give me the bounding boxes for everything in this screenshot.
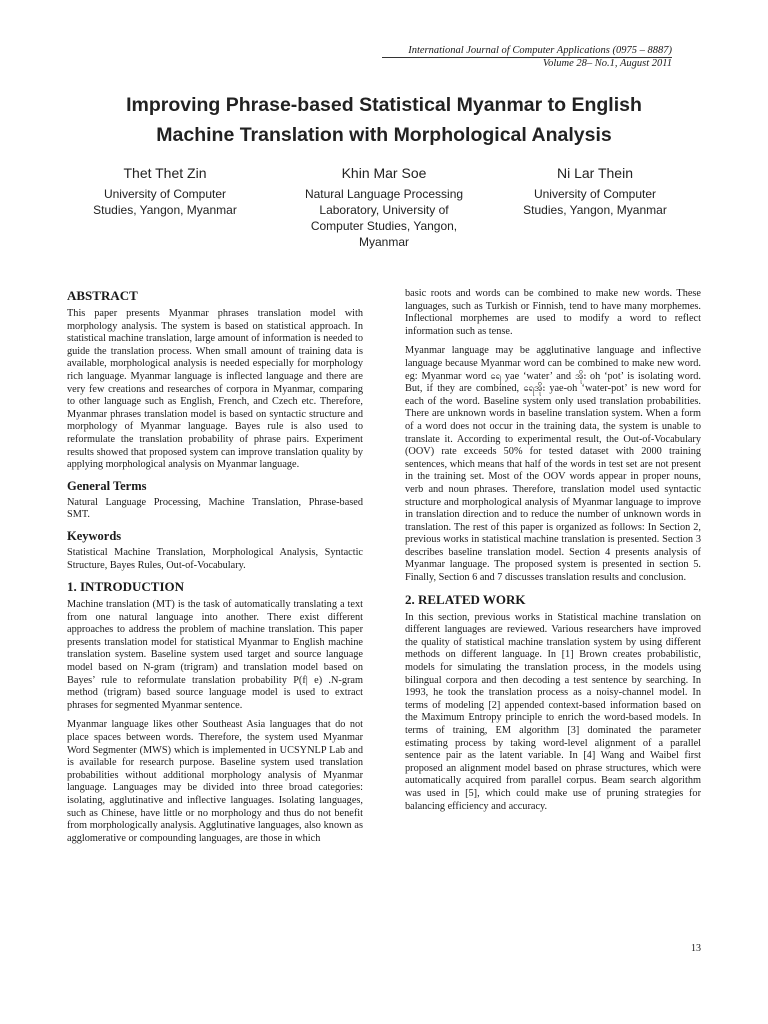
paragraph-text: yae ‘water’ and (500, 370, 575, 382)
myanmar-word-oh: အိုး (574, 370, 587, 382)
myanmar-word-yae: ရေ (490, 370, 501, 382)
related-work-heading: 2. RELATED WORK (405, 591, 526, 607)
author-name: Ni Lar Thein (556, 165, 633, 181)
introduction-paragraph-1: Machine translation (MT) is the task of automatically translating a text from one natural language into another. There exist different approaches to address the problem of machine translation. This paper presents translation model for statistical Myanmar to English machine translation system. Baseline system used target and source language model based on N-gram (trigram) and translation model based on Bayes’ rule to reformulate translation probability P(f| e) .N-gram method (trigram) based source language model is used to extract phrases for segmented Myanmar sentence. (67, 599, 363, 711)
paragraph-text: oh ‘pot’ is isolating word. But, if they are combined, (405, 370, 701, 395)
page-number: 13 (691, 943, 701, 954)
related-work-text: In this section, previous works in Statistical machine translation on different languages are reviewed. Various researchers have improved the quality of statistical machine translation system by using different methods on different language. In [1] Brown creates probabilistic, models for simulating the translation process, in the models using bilingual corpora and then decoding a test sentence by searching. In 1993, he took the translation process as a noisy-channel model. In terms of modeling [2] appended context-based information based on the Maximum Entropy principle to enrich the word-based models. In terms of training, EM algorithm [3] dominated the parameter estimating process by taking word-level alignment of a parallel sentence pair as the latent variable. In [4] Wang and Waibel first proposed an alignment model based on phrase structures, which were automatically acquired from parallel corpus. Beam search algorithm was used in [5], which could make use of pruning strategies for balancing efficiency and accuracy. (405, 611, 701, 812)
keywords-text: Statistical Machine Translation, Morphological Analysis, Syntactic Structure, Bayes Rules, Out-of-Vocabulary. (67, 546, 363, 571)
abstract-text: This paper presents Myanmar phrases translation model with morphology analysis. The system is based on statistical approach. In statistical machine translation, large amount of information is needed to guide the translation process. When small amount of training data is available, morphological analysis is needed especially for morphology rich language. Myanmar language is inflected language and there are very few creations and researches of corpora in Myanmar, comparing to other language such as English, French, and Czech etc. Therefore, Myanmar phrases translation model is based on syntactic structure and morphology of Myanmar language. Bayes rule is also used to reformulate the translation probability of phrase pairs. Experiment results showed that proposed system can improve translation quality by applying morphological analysis on Myanmar language. (67, 308, 363, 471)
introduction-heading: 1. INTRODUCTION (67, 579, 185, 595)
paper-title (40, 90, 728, 150)
author-affiliation: University of Computer (103, 187, 227, 201)
author-1 (60, 164, 270, 218)
author-affiliation: Laboratory, University of (319, 203, 449, 217)
title-line-1: Improving Phrase-based Statistical Myanmar to English (126, 94, 642, 116)
paragraph-text: yae-oh ‘water-pot’ is new word for each of the word. Baseline system only used translation probabilities. There are unknown words in baseline translation system. When a form of a word does not occur in the training data, the system is unable to translate it. According to experimental result, the Out-of-Vocabulary (OOV) rate exceeds 50% for tested dataset with 2000 training sentences, which means that half of the words in test set are not present in the training set. Most of the OOV words appear in proper nouns, verb and noun phrases. Therefore, translation model used syntactic structure and morphological analysis of Myanmar language to improve in translation direction and to reduce the number of unknown words in translation. The rest of this paper is organized as follows: In Section 2, previous works in statistical machine translation is presented. Section 3 describes baseline translation model. Section 4 presents analysis of Myanmar language. The proposed system is presented in section 5. Finally, Section 6 and 7 discusses translation results and conclusion. (405, 383, 701, 584)
intro-continued-paragraph: basic roots and words can be combined to make new words. These languages, such as Turkish or Finnish, tend to have many morphemes. Inflectional morphemes are used to modify a word to reflect information such as tense. (405, 288, 701, 337)
journal-name: International Journal of Computer Applications (0975 – 8887) (408, 45, 672, 56)
author-2 (279, 164, 489, 250)
journal-volume: Volume 28– No.1, August 2011 (542, 58, 672, 69)
right-column (405, 288, 701, 820)
abstract-heading: ABSTRACT (67, 288, 138, 303)
journal-header (408, 44, 672, 70)
author-affiliation: Natural Language Processing (304, 187, 464, 201)
introduction-paragraph-2: Myanmar language likes other Southeast Asia languages that do not place spaces between words. Therefore, the system used Myanmar Word Segmenter (MWS) which is implemented in UCSYNLP Lab and is available for research purpose. Baseline system used translation probabilities without additional morphology analysis of Myanmar language. Languages may be divided into three broad categories: isolating, agglutinative and inflective languages. Isolating languages, such as Chinese, have little or no morphology and thus do not benefit from morphologically analysis. Agglutinative languages, also known as agglomerative or compounding languages, are those in which (67, 719, 363, 844)
paragraph-text: Myanmar language may be agglutinative language and inflective language because Myanmar word can be combined to make new word. eg: Myanmar word (405, 345, 701, 382)
author-affiliation: Computer Studies, Yangon, (310, 219, 458, 233)
author-affiliation: Studies, Yangon, Myanmar (93, 203, 237, 217)
author-3 (490, 164, 700, 218)
header-rule (382, 57, 672, 58)
myanmar-word-yae-oh: ရေအိုး (523, 383, 546, 395)
general-terms-text: Natural Language Processing, Machine Translation, Phrase-based SMT. (67, 496, 363, 521)
title-line-2: Machine Translation with Morphological Analysis (156, 124, 612, 146)
keywords-heading: Keywords (67, 528, 122, 543)
author-affiliation: Myanmar (358, 235, 409, 249)
author-name: Thet Thet Zin (123, 165, 207, 181)
agglutinative-paragraph (405, 345, 701, 584)
general-terms-heading: General Terms (67, 478, 147, 493)
author-affiliation: Studies, Yangon, Myanmar (523, 203, 667, 217)
left-column (67, 288, 363, 852)
author-name: Khin Mar Soe (341, 165, 427, 181)
author-affiliation: University of Computer (533, 187, 657, 201)
